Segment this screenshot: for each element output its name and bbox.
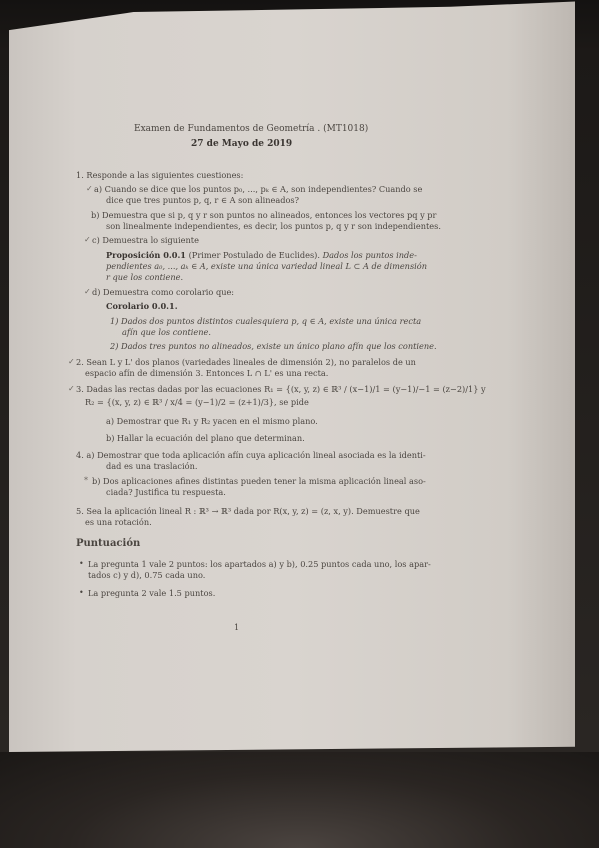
exam-title: Examen de Fundamentos de Geometría . (MT1018) [134,124,369,134]
q5-line2: es una rotación. [85,517,152,527]
proposition-title: Proposición 0.0.1 [106,250,186,260]
q1-intro: 1. Responde a las siguientes cuestiones: [76,170,244,180]
corollary-title: Corolario 0.0.1. [106,301,178,311]
proposition-paren: (Primer Postulado de Euclides). [188,250,320,260]
q3-a: a) Demostrar que R₁ y R₂ yacen en el mismo plano. [106,416,318,426]
bullet-icon: • [79,588,84,597]
scoring-item1-line1: La pregunta 1 vale 2 puntos: los apartados a) y b), 0.25 puntos cada uno, los apar- [88,559,431,569]
page-number: 1 [234,622,240,632]
exam-date: 27 de Mayo de 2019 [191,139,293,149]
corollary-item1-line1: 1) Dados dos puntos distintos cualesquiera p, q ∈ A, existe una única recta [110,316,422,326]
q2-line2: espacio afín de dimensión 3. Entonces L ∩ L' es una recta. [85,368,329,378]
q4-a-line1: 4. a) Demostrar que toda aplicación afín cuya aplicación lineal asociada es la identi- [76,450,426,460]
proposition-text2: pendientes a₀, ..., aₖ ∈ A, existe una única variedad lineal L ⊂ A de dimensión [106,261,427,271]
q3-line2: R₂ = {(x, y, z) ∈ ℝ³ / x/4 = (y−1)/2 = (z+1)/3}, se pide [85,397,309,407]
q4-b-line2: ciada? Justifica tu respuesta. [106,487,226,497]
corollary-item2: 2) Dados tres puntos no alineados, existe un único plano afín que los contiene. [110,341,437,351]
background-fabric [0,752,599,848]
q4-b-line1: b) Dos aplicaciones afines distintas pueden tener la misma aplicación lineal aso- [92,476,426,486]
q1-d-label: d) Demuestra como corolario que: [92,287,235,297]
q1-b-line2: son linealmente independientes, es decir, los puntos p, q y r son independientes. [106,221,441,231]
q1-a-line1: a) Cuando se dice que los puntos p₀, ..., pₖ ∈ A, son independientes? Cuando se [94,184,423,194]
q4-a-line2: dad es una traslación. [106,461,198,471]
q1-b-line1: b) Demuestra que si p, q y r son puntos no alineados, entonces los vectores pq y pr [91,210,437,220]
scoring-item1-line2: tados c) y d), 0.75 cada uno. [88,570,206,580]
q1-c-label: c) Demuestra lo siguiente [92,235,199,245]
q2-line1: 2. Sean L y L' dos planos (variedades lineales de dimensión 2), no paralelos de un [76,357,416,367]
scoring-item2: La pregunta 2 vale 1.5 puntos. [88,588,216,598]
check-mark: * [84,476,88,485]
q5-line1: 5. Sea la aplicación lineal R : ℝ³ → ℝ³ dada por R(x, y, z) = (z, x, y). Demuestre que [76,506,420,516]
corollary-item1-line2: afín que los contiene. [122,327,211,337]
proposition-text1: Dados los puntos inde- [322,250,417,260]
q1-a-line2: dice que tres puntos p, q, r ∈ A son alineados? [106,195,299,205]
q3-line1: 3. Dadas las rectas dadas por las ecuaciones R₁ = {(x, y, z) ∈ ℝ³ / (x−1)/1 = (y−1)/−1 = (z−2)/1} y [76,384,486,394]
check-mark: ✓ [68,357,75,366]
scoring-heading: Puntuación [76,538,141,549]
bullet-icon: • [79,559,84,568]
check-mark: ✓ [84,235,91,244]
q3-b: b) Hallar la ecuación del plano que determinan. [106,433,305,443]
proposition-text3: r que los contiene. [106,272,184,282]
check-mark: ✓ [68,384,75,393]
check-mark: ✓ [84,287,91,296]
check-mark: ✓ [86,184,93,193]
